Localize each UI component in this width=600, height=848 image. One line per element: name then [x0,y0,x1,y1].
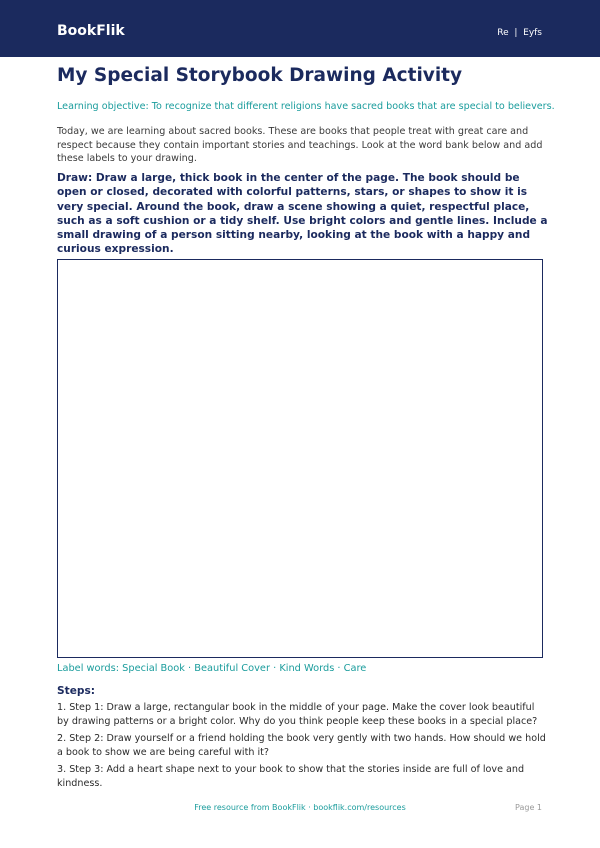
subject-level-label: Re | Eyfs [497,28,542,38]
step-item-1: 1. Step 1: Draw a large, rectangular book in the middle of your page. Make the cover look beautiful by drawing patterns or a bright color. Why do you think people keep these books in a special place? [57,702,538,727]
brand-logo-text: BookFlik [57,23,125,39]
worksheet-title: My Special Storybook Drawing Activity [57,65,463,86]
steps-heading: Steps: [57,685,96,697]
footer-resource-link[interactable]: Free resource from BookFlik · bookflik.com/resources [194,803,406,812]
intro-paragraph: Today, we are learning about sacred books. These are books that people treat with great care and respect because they contain important stories and teachings. Look at the word bank below and add these labels to your drawing. [57,126,543,164]
page-number: Page 1 [515,803,542,812]
learning-objective: Learning objective: To recognize that different religions have sacred books that are special to believers. [57,101,555,112]
drawing-area[interactable] [57,259,543,658]
steps-list [57,701,547,794]
label-word-bank: Label words: Special Book · Beautiful Cover · Kind Words · Care [57,663,367,674]
step-item-2: 2. Step 2: Draw yourself or a friend holding the book very gently with two hands. How should we hold a book to show we are being careful with it? [57,733,546,758]
draw-instructions: Draw: Draw a large, thick book in the center of the page. The book should be open or closed, decorated with colorful patterns, stars, or shapes to show it is very special. Around the book, draw a scene showing a quiet, respectful place, such as a soft cushion or a tidy shelf. Use bright colors and gentle lines. Include a small drawing of a person sitting nearby, looking at the book with a happy and curious expression. [57,172,548,256]
page-header [0,0,600,57]
step-item-3: 3. Step 3: Add a heart shape next to your book to show that the stories inside are full of love and kindness. [57,764,525,789]
